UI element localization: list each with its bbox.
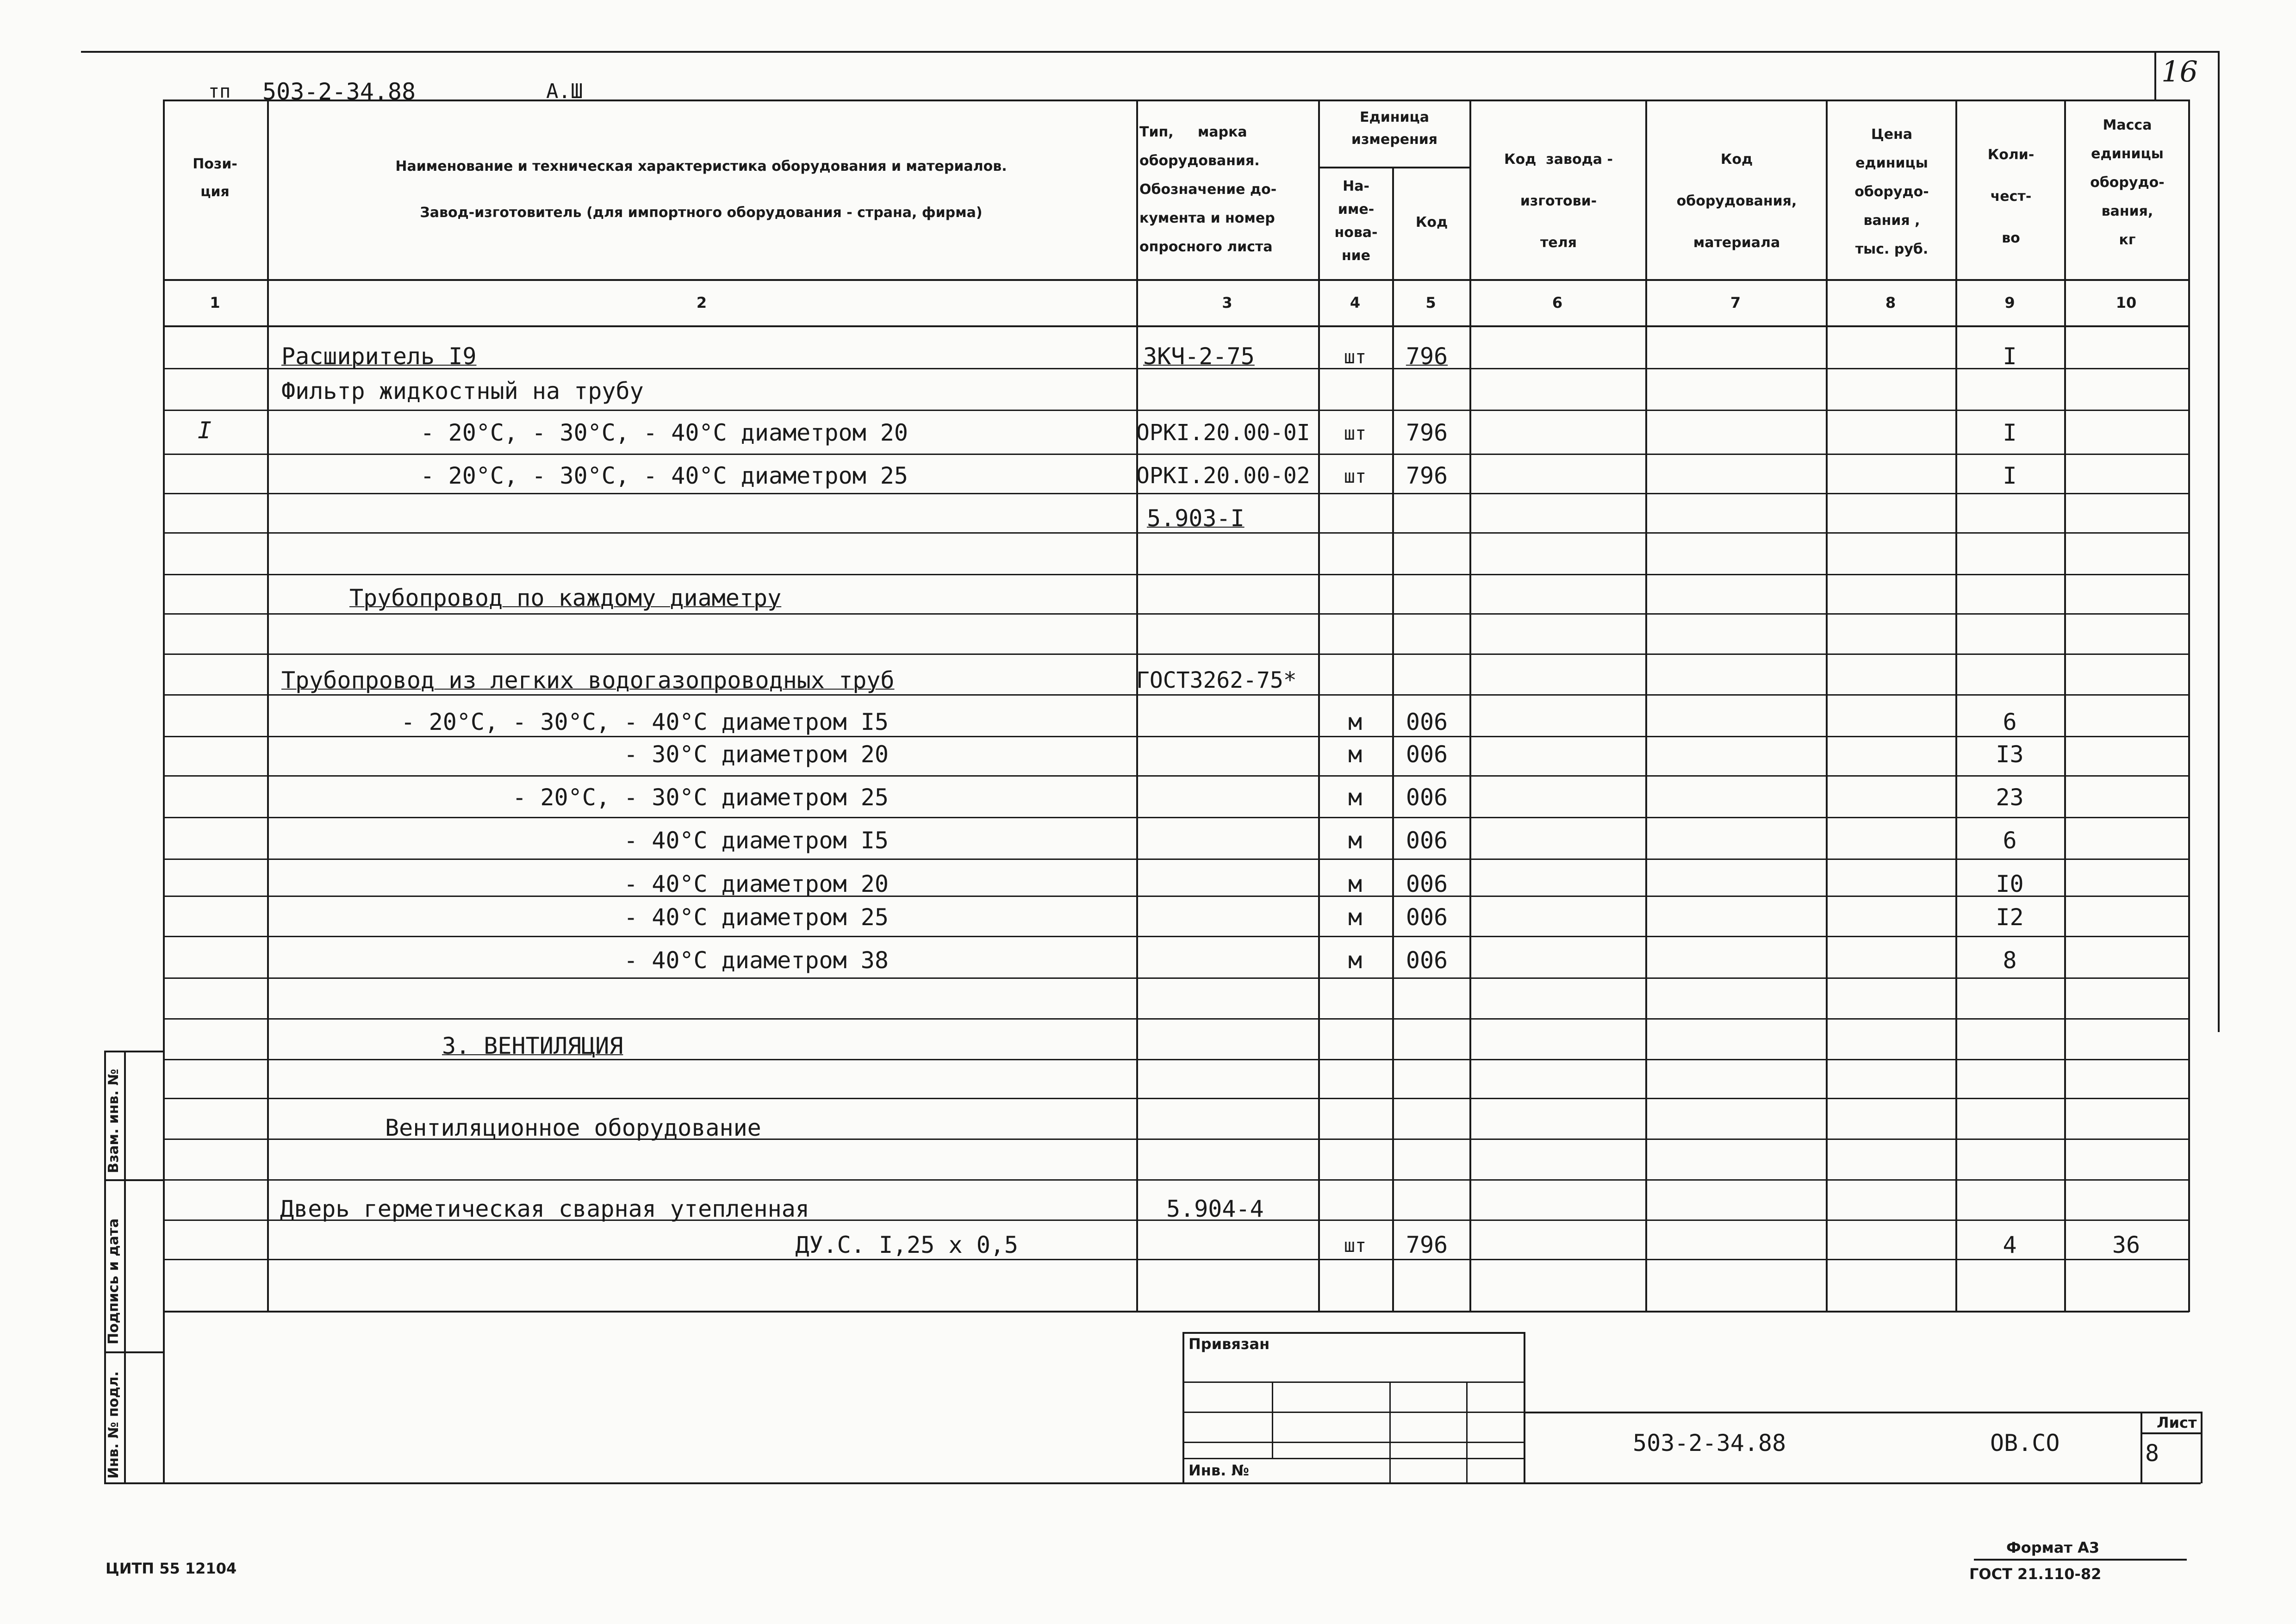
col-num-6: 6 [1552, 294, 1563, 311]
row-unit: шт [1344, 1235, 1367, 1257]
col-header-equipment-code-l2: оборудования, [1676, 193, 1797, 209]
row-code: 796 [1406, 419, 1448, 446]
row-line [163, 694, 2189, 696]
col-header-unit-name-l2: име- [1338, 201, 1375, 218]
col-header-price-l2: единицы [1855, 155, 1928, 171]
row-code: 006 [1406, 827, 1448, 854]
col-header-unit-name [1320, 175, 1392, 268]
bound-block-line-4 [1182, 1458, 1525, 1459]
col-header-equipment-code-l1: Код [1720, 151, 1753, 168]
col-header-price [1828, 120, 1955, 264]
side-stamp-inv-podl: Инв. № подл. [106, 1371, 122, 1479]
row-unit: шт [1344, 347, 1367, 368]
sheet-number: 8 [2145, 1440, 2159, 1467]
col-header-price-l1: Цена [1871, 126, 1913, 143]
row-line [163, 1259, 2189, 1260]
col-header-type-l2: оборудования. [1139, 153, 1260, 169]
row-name: - 20°С, - 30°С диаметром 25 [512, 784, 889, 811]
row-unit: м [1348, 709, 1363, 735]
col-num-3: 3 [1222, 294, 1232, 311]
row-line [163, 775, 2189, 777]
col-header-unit-group-l1: Единица [1360, 109, 1429, 125]
row-name: ДУ.С. I,25 х 0,5 [795, 1232, 1018, 1258]
col-header-qty-l1: Коли- [1987, 147, 2035, 163]
stamp-doc-mark: ОВ.СО [1990, 1430, 2060, 1456]
frame-top-line [81, 51, 2219, 53]
row-unit: м [1348, 947, 1363, 974]
row-line [163, 859, 2189, 860]
side-stamp-inner-line [124, 1051, 126, 1483]
row-unit: м [1348, 904, 1363, 931]
row-line [163, 532, 2189, 534]
side-stamp-sign-date: Подпись и дата [106, 1218, 122, 1344]
row-name: Расширитель I9 [281, 343, 477, 370]
sheet-cell-left [2140, 1412, 2142, 1483]
col-header-factory-code [1472, 139, 1645, 264]
col-header-price-l5: тыс. руб. [1855, 241, 1929, 257]
col-header-type-l5: опросного листа [1139, 239, 1273, 255]
bound-block-right [1524, 1332, 1525, 1483]
corner-box-left [2154, 51, 2156, 100]
row-code: 006 [1406, 947, 1448, 974]
sheet-cell-divider [2140, 1432, 2202, 1434]
row-name: - 40°С диаметром 20 [624, 871, 889, 897]
row-line [163, 410, 2189, 411]
row-type: ГОСТ3262-75* [1136, 667, 1297, 693]
row-name: - 40°С диаметром 38 [624, 947, 889, 974]
col-line-3 [1318, 100, 1320, 1312]
bound-block-top [1182, 1332, 1525, 1334]
col-num-8: 8 [1885, 294, 1896, 311]
row-unit: м [1348, 827, 1363, 854]
row-name: - 40°С диаметром 25 [624, 904, 889, 931]
col-num-4: 4 [1350, 294, 1361, 311]
col-header-mass-l4: вания, [2101, 203, 2153, 219]
col-header-type-l1: Тип, марка [1139, 124, 1247, 140]
col-header-name [278, 143, 1125, 236]
row-name: Трубопровод из легких водогазопроводных труб [281, 667, 895, 694]
bound-label: Привязан [1188, 1335, 1270, 1353]
tp-label: тп [208, 81, 231, 102]
row-position: I [197, 417, 212, 444]
col-header-factory-code-l2: изготови- [1520, 193, 1597, 209]
col-header-price-l3: оборудо- [1854, 184, 1929, 200]
row-line [163, 936, 2189, 937]
col-line-1 [267, 100, 269, 1312]
unit-subheader-line [1318, 167, 1471, 168]
row-line [163, 736, 2189, 737]
row-qty: I3 [1996, 741, 2024, 768]
col-line-5 [1469, 100, 1471, 1312]
col-num-5: 5 [1425, 294, 1436, 311]
col-num-10: 10 [2116, 294, 2137, 311]
col-header-mass-l5: кг [2119, 232, 2136, 248]
row-qty: I2 [1996, 904, 2024, 931]
bound-block-line-2 [1182, 1412, 1525, 1413]
corner-page-number: 16 [2161, 55, 2198, 88]
side-stamp-sep-2 [104, 1351, 163, 1353]
row-unit: м [1348, 871, 1363, 897]
col-line-6 [1645, 100, 1647, 1312]
row-line [163, 574, 2189, 575]
row-type: 5.903-I [1147, 505, 1244, 532]
row-name: - 20°С, - 30°С, - 40°С диаметром 20 [420, 419, 908, 446]
row-qty: 23 [1996, 784, 2024, 811]
row-type: ОРКI.20.00-02 [1136, 463, 1310, 489]
row-type: 5.904-4 [1166, 1195, 1264, 1222]
col-header-equipment-code [1648, 139, 1826, 264]
col-header-name-l1: Наименование и техническая характеристика оборудования и материалов. [395, 158, 1007, 174]
number-row-bottom-line [163, 325, 2189, 327]
frame-right-line [2218, 51, 2220, 1032]
col-header-mass [2066, 111, 2188, 255]
col-header-pos [163, 150, 267, 206]
col-header-equipment-code-l3: материала [1693, 235, 1780, 251]
side-stamp-sep-1 [104, 1179, 163, 1181]
row-code: 006 [1406, 904, 1448, 931]
row-unit: шт [1344, 423, 1367, 444]
bound-block-col-2 [1389, 1381, 1391, 1483]
row-qty: 6 [2003, 827, 2017, 854]
row-type: ОРКI.20.00-0I [1136, 420, 1310, 446]
bound-block-col-1 [1272, 1381, 1273, 1458]
col-header-type-l3: Обозначение до- [1139, 181, 1277, 198]
col-header-unit-name-l1: На- [1343, 178, 1369, 194]
col-header-pos-l2: ция [200, 184, 230, 200]
row-unit: м [1348, 784, 1363, 811]
footer-gost: ГОСТ 21.110-82 [1969, 1565, 2102, 1583]
row-name: Вентиляционное оборудование [385, 1114, 761, 1141]
col-line-2 [1136, 100, 1138, 1312]
sheet-label: Лист [2157, 1414, 2197, 1431]
col-line-9 [2064, 100, 2066, 1312]
col-header-unit-code: Код [1415, 214, 1448, 230]
footer-format: Формат А3 [2006, 1539, 2100, 1556]
header-bottom-line [163, 279, 2189, 281]
row-name: Дверь герметическая сварная утепленная [280, 1195, 809, 1222]
stamp-project-code: 503-2-34.88 [1633, 1430, 1786, 1456]
row-code: 796 [1406, 462, 1448, 489]
row-code: 006 [1406, 784, 1448, 811]
side-stamp-top [104, 1051, 163, 1052]
col-line-4 [1392, 167, 1394, 1312]
row-qty: 4 [2003, 1232, 2017, 1258]
col-header-type-l4: кумента и номер [1139, 210, 1275, 226]
row-mass: 36 [2112, 1232, 2140, 1258]
col-header-mass-l3: оборудо- [2090, 174, 2165, 191]
col-header-factory-code-l3: теля [1540, 235, 1577, 251]
col-line-8 [1955, 100, 1957, 1312]
row-code: 796 [1406, 343, 1448, 370]
row-name: - 20°С, - 30°С, - 40°С диаметром I5 [401, 709, 889, 735]
col-header-factory-code-l1: Код завода - [1504, 151, 1613, 168]
row-unit: м [1348, 741, 1363, 768]
col-num-7: 7 [1730, 294, 1741, 311]
col-num-1: 1 [210, 294, 220, 311]
row-qty: I [2003, 343, 2017, 370]
col-header-pos-l1: Пози- [193, 156, 237, 172]
col-num-2: 2 [696, 294, 707, 311]
col-line-7 [1826, 100, 1828, 1312]
row-line [163, 1018, 2189, 1020]
row-type: ЗКЧ-2-75 [1143, 343, 1255, 370]
col-header-qty-l2: чест- [1990, 188, 2032, 205]
row-qty: I [2003, 419, 2017, 446]
row-line [163, 653, 2189, 655]
stamp-right-line [2201, 1412, 2203, 1483]
row-code: 006 [1406, 709, 1448, 735]
col-header-qty-l3: во [2002, 230, 2020, 246]
col-header-name-l2: Завод-изготовитель (для импортного оборудования - страна, фирма) [420, 205, 983, 221]
frame-bottom-line [104, 1482, 2201, 1484]
row-code: 796 [1406, 1232, 1448, 1258]
project-code-top: 503-2-34.88 [262, 78, 416, 105]
row-line [163, 454, 2189, 455]
stamp-top-line [1524, 1412, 2202, 1413]
section-heading-ventilation: 3. ВЕНТИЛЯЦИЯ [442, 1033, 623, 1059]
col-header-type [1139, 118, 1315, 261]
row-line [163, 613, 2189, 615]
table-bottom-line [163, 1311, 2189, 1313]
row-name: - 30°С диаметром 20 [624, 741, 889, 768]
row-line [163, 817, 2189, 818]
side-stamp-inv-vzam: Взам. инв. № [106, 1069, 122, 1173]
row-line [163, 493, 2189, 494]
row-code: 006 [1406, 871, 1448, 897]
row-qty: 6 [2003, 709, 2017, 735]
row-line [163, 1098, 2189, 1099]
col-header-unit-name-l3: нова- [1334, 224, 1378, 241]
col-num-9: 9 [2004, 294, 2015, 311]
row-name: Фильтр жидкостный на трубу [281, 378, 644, 404]
row-qty: I0 [1996, 871, 2024, 897]
col-header-mass-l1: Масса [2103, 117, 2152, 133]
bound-block-line-3 [1182, 1442, 1525, 1443]
row-name: - 40°С диаметром I5 [624, 827, 889, 854]
row-name: - 20°С, - 30°С, - 40°С диаметром 25 [420, 462, 908, 489]
col-header-price-l4: вания , [1863, 212, 1920, 229]
bound-block-line-1 [1182, 1381, 1525, 1383]
table-top [163, 100, 2189, 101]
footer-left-code: ЦИТП 55 12104 [106, 1560, 237, 1577]
row-line [163, 1179, 2189, 1181]
col-header-unit-group [1320, 106, 1469, 151]
col-line-10 [2188, 100, 2190, 1312]
col-header-mass-l2: единицы [2091, 146, 2164, 162]
col-header-unit-group-l2: измерения [1351, 131, 1438, 148]
col-header-qty [1958, 134, 2064, 259]
col-header-unit-name-l4: ние [1341, 248, 1371, 264]
footer-line [1974, 1559, 2187, 1561]
row-name: Трубопровод по каждому диаметру [349, 585, 782, 611]
row-qty: I [2003, 462, 2017, 489]
row-qty: 8 [2003, 947, 2017, 974]
row-code: 006 [1406, 741, 1448, 768]
album-label: А.Ш [546, 80, 583, 103]
row-line [163, 977, 2189, 979]
bound-block-left [1182, 1332, 1184, 1483]
row-unit: шт [1344, 466, 1367, 487]
bound-block-col-3 [1466, 1381, 1468, 1483]
inv-label: Инв. № [1188, 1462, 1249, 1479]
